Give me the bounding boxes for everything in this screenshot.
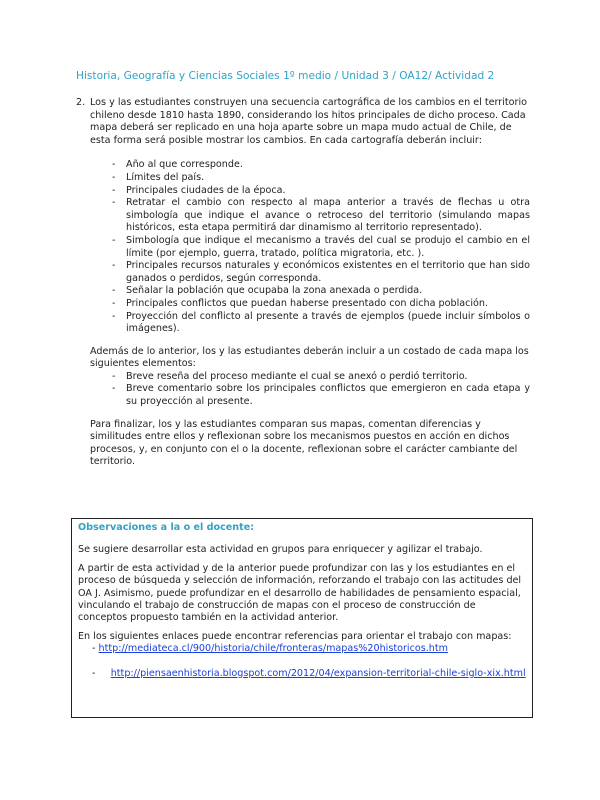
- list-item: - Simbología que indique el mecanismo a través del cual se produjo el cambio en el límite (por ejemplo, guerra, tratado, política migratoria, etc. ).: [112, 234, 530, 259]
- activity-number: 2.: [76, 97, 86, 108]
- additional-list: [76, 371, 530, 409]
- observations-paragraph-3: En los siguientes enlaces puede encontrar referencias para orientar el trabajo con mapas:: [78, 630, 512, 642]
- list-item: - Principales conflictos que puedan haberse presentado con dicha población.: [112, 297, 489, 309]
- observations-paragraph-1: Se sugiere desarrollar esta actividad en grupos para enriquecer y agilizar el trabajo.: [78, 544, 483, 556]
- mediateca-link[interactable]: http://mediateca.cl/900/historia/chile/fronteras/mapas%20historicos.htm: [98, 643, 448, 655]
- list-item: - Principales ciudades de la época.: [112, 184, 286, 196]
- list-item: - Límites del país.: [112, 171, 205, 183]
- link-row-2: - http://piensaenhistoria.blogspot.com/2012/04/expansion-territorial-chile-siglo-xix.html: [92, 667, 526, 679]
- list-item: - Señalar la población que ocupaba la zona anexada o perdida.: [112, 285, 423, 297]
- activity-body: [76, 97, 530, 469]
- piensaenhistoria-link[interactable]: http://piensaenhistoria.blogspot.com/2012/04/expansion-territorial-chile-siglo-xix.html: [110, 667, 526, 679]
- activity-intro-text: Los y las estudiantes construyen una secuencia cartográfica de los cambios en el territorio chileno desde 1810 hasta 1890, considerando los hitos principales de dicho proceso. Cada mapa deberá ser replicado en una hoja aparte sobre un mapa mudo actual de Chile, de esta forma será posible mostrar los cambios. En cada cartografía deberán incluir:: [90, 97, 527, 146]
- list-item: - Proyección del conflicto al presente a través de ejemplos (puede incluir símbolos o imágenes).: [112, 310, 530, 335]
- list-item: - Año al que corresponde.: [112, 159, 243, 171]
- observations-paragraph-2: A partir de esta actividad y de la anterior puede profundizar con las y los estudiantes en el proceso de búsqueda y selección de información, reforzando el trabajo con las actitudes del OA J. Asimismo, puede profundizar en el desarrollo de habilidades de pensamiento espacial, vinculando el trabajo de construcción de mapas con el proceso de construcción de conceptos propuesto también en la actividad anterior.: [78, 562, 522, 624]
- document-header: Historia, Geografía y Ciencias Sociales 1º medio / Unidad 3 / OA12/ Actividad 2: [76, 70, 495, 82]
- list-item: - Breve reseña del proceso mediante el cual se anexó o perdió territorio.: [112, 370, 468, 382]
- list-item: - Principales recursos naturales y económicos existentes en el territorio que han sido ganados o perdidos, según corresponda.: [112, 260, 530, 284]
- closing-paragraph: Para finalizar, los y las estudiantes comparan sus mapas, comentan diferencias y similitudes entre ellos y reflexionan sobre los mecanismos puestos en acción en dichos procesos, y, en conjunto con el o la docente, reflexionan sobre el carácter cambiante del territorio.: [90, 418, 518, 468]
- activity-intro: [76, 97, 530, 147]
- link-row-1: - http://mediateca.cl/900/historia/chile/fronteras/mapas%20historicos.htm: [92, 643, 448, 655]
- list-item: - Retratar el cambio con respecto al mapa anterior a través de flechas u otra simbología que indique el avance o retroceso del territorio (simulando mapas históricos, esta etapa permitirá dar dinamismo al territorio representado).: [112, 197, 530, 234]
- list-item: - Breve comentario sobre los principales conflictos que emergieron en cada etapa y su proyección al presente.: [112, 383, 530, 408]
- requirements-list: [76, 159, 530, 335]
- teacher-observations-box: [71, 518, 533, 718]
- observations-title: Observaciones a la o el docente:: [78, 522, 255, 533]
- additional-intro: Además de lo anterior, los y las estudiantes deberán incluir a un costado de cada mapa los siguientes elementos:: [90, 345, 529, 370]
